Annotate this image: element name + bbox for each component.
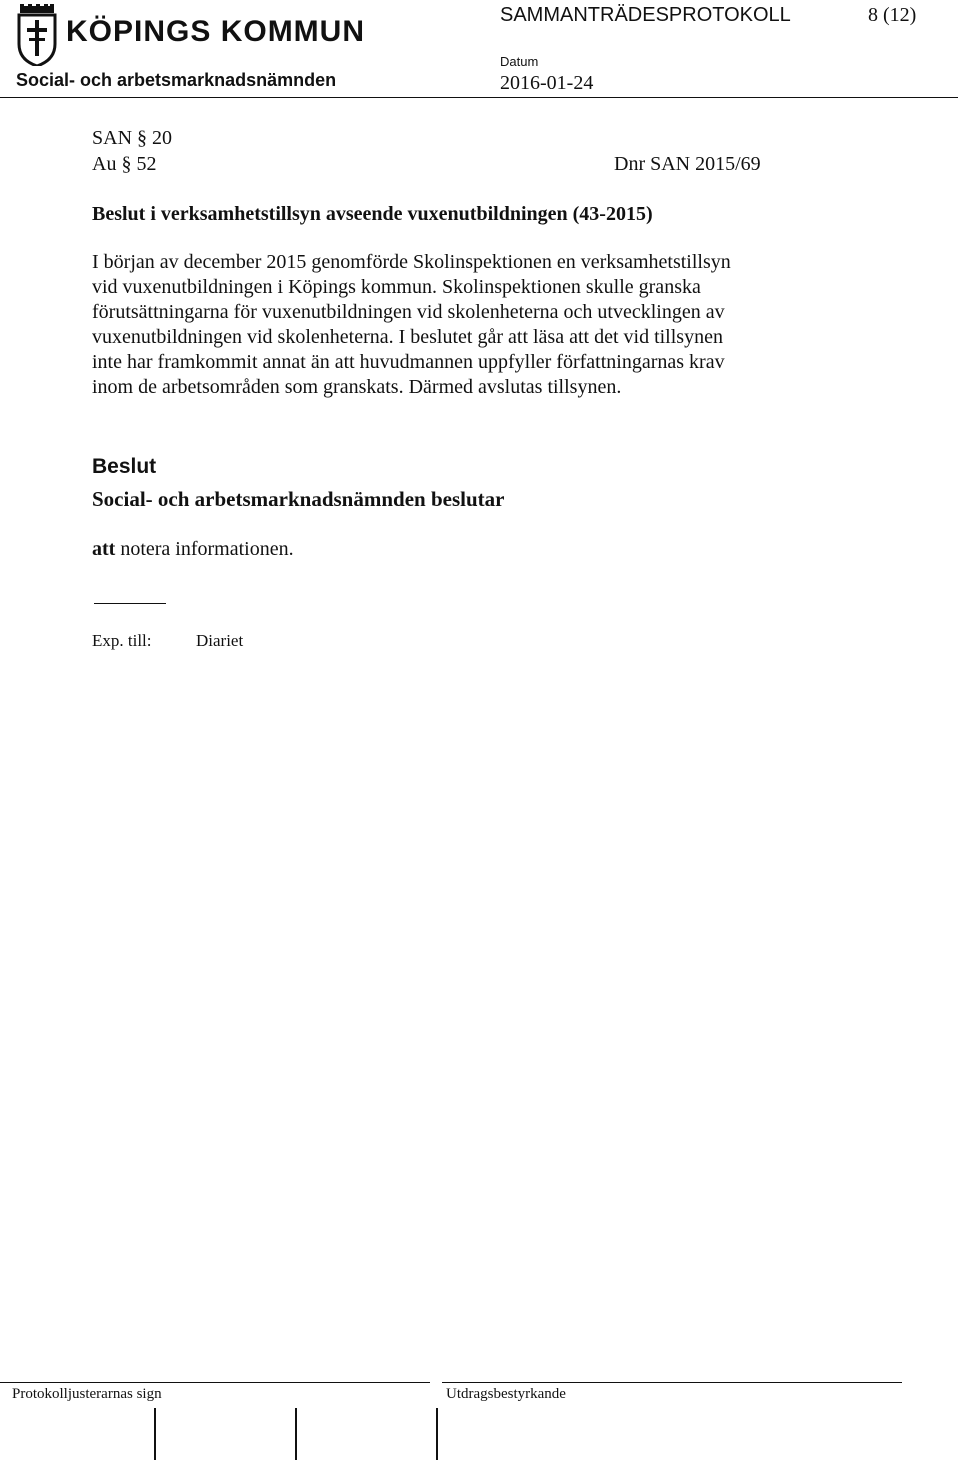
body-line: inte har framkommit annat än att huvudmannen uppfyller författningarnas krav — [92, 351, 725, 373]
decision-text — [92, 538, 294, 561]
san-paragraph-number: SAN § 20 — [92, 127, 173, 149]
body-line: förutsättningarna för vuxenutbildningen vid skolenheterna och utvecklingen av — [92, 301, 725, 323]
decision-title: Beslut — [92, 455, 157, 478]
signature-box-divider — [295, 1408, 297, 1460]
separator-line — [94, 603, 166, 604]
signature-box-divider — [154, 1408, 156, 1460]
date-value: 2016-01-24 — [500, 72, 594, 94]
extract-certification-label: Utdragsbestyrkande — [446, 1386, 566, 1402]
au-paragraph-number: Au § 52 — [92, 153, 157, 175]
organization-name: Social- och arbetsmarknadsnämnden — [16, 70, 337, 90]
kopings-kommun-logo — [16, 4, 365, 66]
expedition-recipient: Diariet — [196, 631, 244, 650]
diary-number: Dnr SAN 2015/69 — [614, 153, 761, 175]
decision-subtitle: Social- och arbetsmarknadsnämnden beslutar — [92, 487, 505, 511]
body-line: I början av december 2015 genomförde Skolinspektionen en verksamhetstillsyn — [92, 251, 731, 273]
signature-box-divider — [436, 1408, 438, 1460]
date-label: Datum — [500, 54, 539, 69]
footer-divider-left — [0, 1382, 430, 1383]
footer-divider-right — [442, 1382, 902, 1383]
item-body-text — [92, 250, 812, 400]
header-divider — [0, 97, 958, 98]
body-line: inom de arbetsområden som granskats. Därmed avslutas tillsynen. — [92, 376, 622, 398]
att-keyword: att — [92, 538, 116, 560]
expedition-label: Exp. till: — [92, 631, 152, 650]
decision-action: notera informationen. — [115, 538, 294, 560]
logo-wordmark: KÖPINGS KOMMUN — [66, 15, 365, 48]
signature-label: Protokolljusterarnas sign — [12, 1386, 162, 1402]
document-type: SAMMANTRÄDESPROTOKOLL — [500, 4, 791, 26]
body-line: vuxenutbildningen vid skolenheterna. I beslutet går att läsa att det vid tillsynen — [92, 326, 723, 348]
page-number: 8 (12) — [868, 4, 917, 26]
body-line: vid vuxenutbildningen i Köpings kommun. Skolinspektionen skulle granska — [92, 276, 701, 298]
item-heading: Beslut i verksamhetstillsyn avseende vuxenutbildningen (43-2015) — [92, 203, 653, 225]
